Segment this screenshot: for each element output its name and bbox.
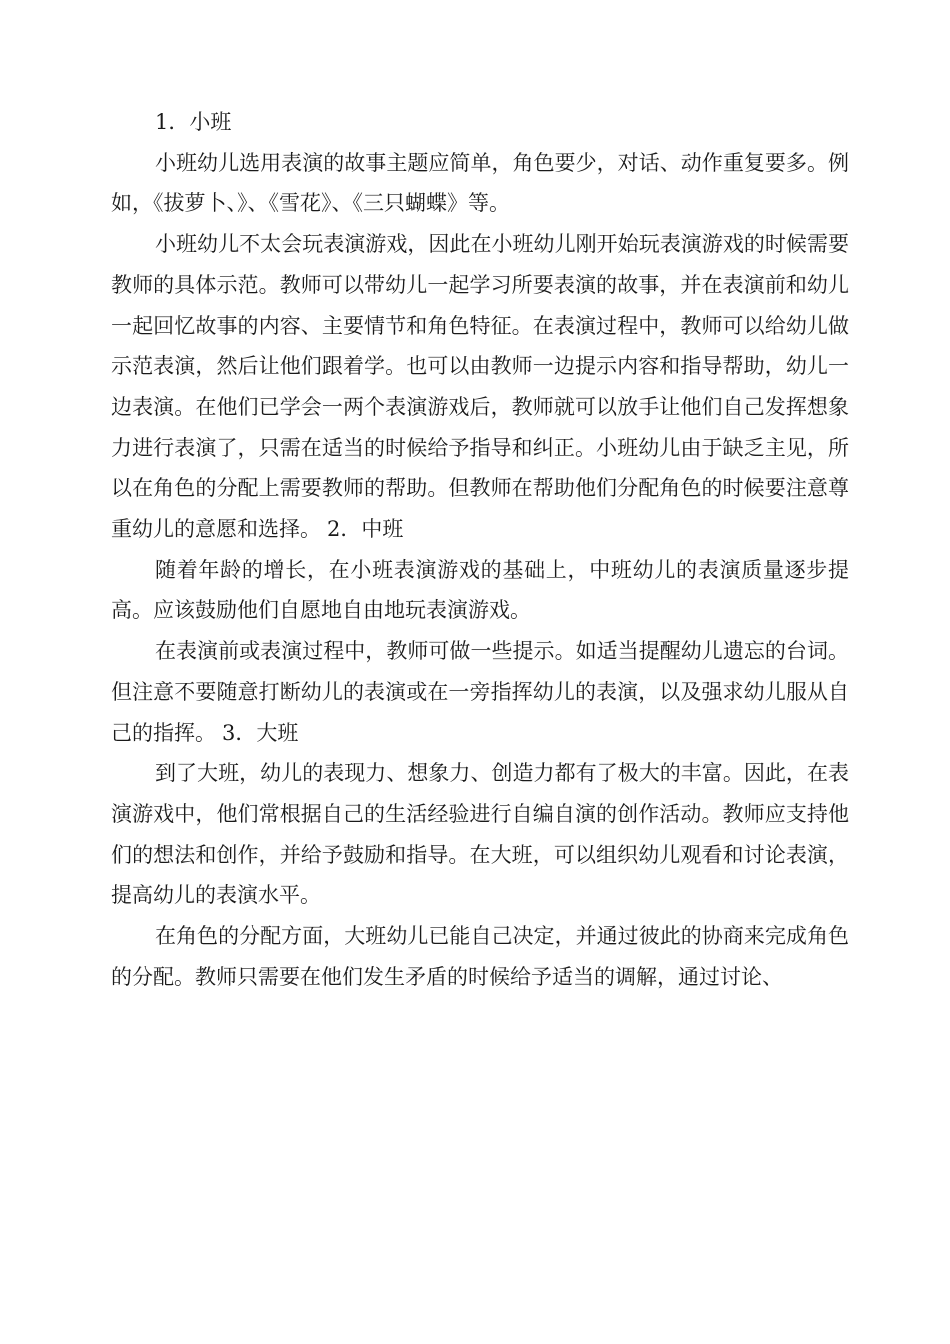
- section-heading-small-class: 1．小班: [155, 110, 232, 134]
- paragraph-2-text: 小班幼儿不太会玩表演游戏，因此在小班幼儿刚开始玩表演游戏的时候需要教师的具体示范。教师可以带幼儿一起学习所要表演的故事，并在表演前和幼儿一起回忆故事的内容、主要情节和角色特征。在表演过程中，教师可以给幼儿做示范表演，然后让他们跟着学。也可以由教师一边提示内容和指导帮助，幼儿一边表演。在他们已学会一两个表演游戏后，教师就可以放手让他们自己发挥想象力进行表演了，只需在适当的时候给予指导和纠正。小班幼儿由于缺乏主见，所以在角色的分配上需要教师的帮助。但教师在帮助他们分配角色的时候要注意尊重幼儿的意愿和选择。: [111, 232, 849, 542]
- paragraph-1: 小班幼儿选用表演的故事主题应简单，角色要少，对话、动作重复要多。例如，《拔萝卜、》、《雪花》、《三只蝴蝶》等。: [111, 150, 849, 216]
- section-heading-middle-class: 2．中班: [327, 517, 404, 542]
- paragraph-4: [111, 631, 849, 753]
- paragraph-6: 在角色的分配方面，大班幼儿已能自己决定，并通过彼此的协商来完成角色的分配。教师只需要在他们发生矛盾的时候给予适当的调解，通过讨论、: [111, 924, 849, 989]
- paragraph-4-text: 在表演前或表演过程中，教师可做一些提示。如适当提醒幼儿遗忘的台词。但注意不要随意打断幼儿的表演或在一旁指挥幼儿的表演，以及强求幼儿服从自己的指挥。: [111, 639, 849, 745]
- paragraph-5: 到了大班，幼儿的表现力、想象力、创造力都有了极大的丰富。因此，在表演游戏中，他们常根据自己的生活经验进行自编自演的创作活动。教师应支持他们的想法和创作，并给予鼓励和指导。在大班，可以组织幼儿观看和讨论表演，提高幼儿的表演水平。: [111, 761, 849, 908]
- paragraph-2: [111, 224, 849, 550]
- section-heading-large-class: 3．大班: [222, 720, 299, 745]
- document-body: [111, 102, 849, 997]
- paragraph-3: 随着年龄的增长，在小班表演游戏的基础上，中班幼儿的表演质量逐步提高。应该鼓励他们自愿地自由地玩表演游戏。: [111, 557, 849, 623]
